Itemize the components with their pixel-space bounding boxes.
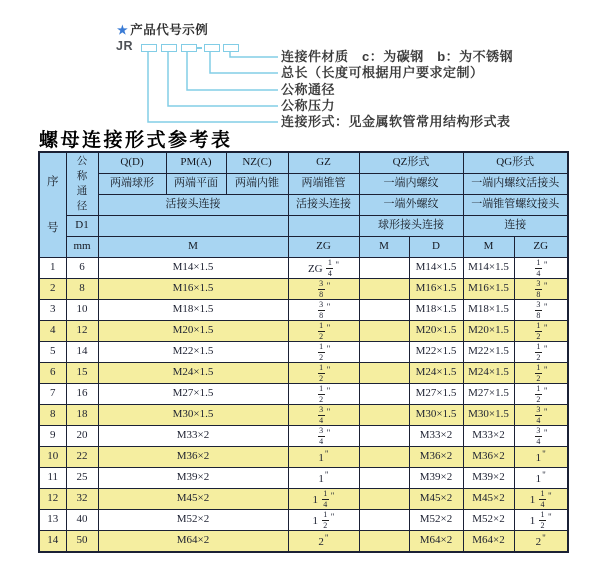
seq-cell: 11 <box>39 468 66 489</box>
qz-m-cell <box>359 447 409 468</box>
qg-m-cell: M45×2 <box>463 489 514 510</box>
table-row <box>39 258 568 279</box>
table-row <box>39 405 568 426</box>
header-row-1 <box>39 152 568 174</box>
dn-cell: 16 <box>66 384 98 405</box>
table-row <box>39 300 568 321</box>
qz-d-cell: M52×2 <box>409 510 463 531</box>
qz-d-cell: M16×1.5 <box>409 279 463 300</box>
gz-joint-connection-label: 活接头连接 <box>288 195 359 216</box>
qz-m-cell <box>359 342 409 363</box>
m-cell: M18×1.5 <box>98 300 288 321</box>
qz-d-cell: M45×2 <box>409 489 463 510</box>
table-title: 螺母连接形式参考表 <box>39 129 233 151</box>
qz-d-cell: M27×1.5 <box>409 384 463 405</box>
seq-cell: 14 <box>39 531 66 553</box>
dn-cell: 14 <box>66 342 98 363</box>
zg-cell: $\frac{1}{2}$ " <box>288 342 359 363</box>
qg-zg-cell: 1 $\frac{1}{2}$ " <box>514 510 568 531</box>
code-slot-box-3 <box>181 44 197 52</box>
dn-cell: 20 <box>66 426 98 447</box>
seq-cell: 1 <box>39 258 66 279</box>
table-row <box>39 363 568 384</box>
empty-cell <box>288 216 359 237</box>
col-header-qz: QZ形式 <box>359 152 463 174</box>
qg-m-cell: M33×2 <box>463 426 514 447</box>
qz-m-cell <box>359 489 409 510</box>
table-row <box>39 510 568 531</box>
seq-cell: 8 <box>39 405 66 426</box>
seq-cell: 5 <box>39 342 66 363</box>
qz-d-cell: M14×1.5 <box>409 258 463 279</box>
qg-m-cell: M52×2 <box>463 510 514 531</box>
dn-cell: 25 <box>66 468 98 489</box>
table-row <box>39 468 568 489</box>
zg-cell: 1" <box>288 468 359 489</box>
reference-table <box>38 151 569 553</box>
qg-m-cell: M24×1.5 <box>463 363 514 384</box>
d1-label: D1 <box>66 216 98 237</box>
dn-cell: 50 <box>66 531 98 553</box>
qg-zg-cell: $\frac{1}{2}$ " <box>514 384 568 405</box>
qg-m-col-label: M <box>463 237 514 258</box>
star-icon: ★ <box>117 23 129 37</box>
col-header-pm: PM(A) <box>166 152 226 174</box>
qg-zg-cell: $\frac{1}{4}$ " <box>514 258 568 279</box>
table-row <box>39 321 568 342</box>
dn-cell: 40 <box>66 510 98 531</box>
qg-m-cell: M14×1.5 <box>463 258 514 279</box>
qz-desc-top: 一端内螺纹 <box>359 174 463 195</box>
qz-m-cell <box>359 405 409 426</box>
zg-cell: $\frac{1}{2}$ " <box>288 363 359 384</box>
seq-cell: 7 <box>39 384 66 405</box>
m-cell: M33×2 <box>98 426 288 447</box>
m-cell: M24×1.5 <box>98 363 288 384</box>
qz-m-cell <box>359 300 409 321</box>
pm-desc: 两端平面 <box>166 174 226 195</box>
qz-connection-label: 球形接头连接 <box>359 216 463 237</box>
seq-cell: 10 <box>39 447 66 468</box>
diagram-title-text: 产品代号示例 <box>130 23 209 37</box>
zg-cell: 1 $\frac{1}{2}$ " <box>288 510 359 531</box>
seq-cell: 6 <box>39 363 66 384</box>
table-header <box>39 152 568 258</box>
qg-m-cell: M16×1.5 <box>463 279 514 300</box>
seq-cell: 12 <box>39 489 66 510</box>
col-header-nz: NZ(C) <box>226 152 288 174</box>
table-row <box>39 489 568 510</box>
qg-m-cell: M39×2 <box>463 468 514 489</box>
qg-m-cell: M20×1.5 <box>463 321 514 342</box>
q-desc: 两端球形 <box>98 174 166 195</box>
code-slot-box-2 <box>161 44 177 52</box>
col-header-dn: 公称通径 <box>66 152 98 216</box>
seq-cell: 4 <box>39 321 66 342</box>
qz-d-cell: M18×1.5 <box>409 300 463 321</box>
callout-label-length: 总长（长度可根据用户要求定制） <box>281 65 484 80</box>
qg-zg-cell: 1" <box>514 468 568 489</box>
qg-m-cell: M30×1.5 <box>463 405 514 426</box>
qg-m-cell: M18×1.5 <box>463 300 514 321</box>
qg-m-cell: M22×1.5 <box>463 342 514 363</box>
code-slot-box-4 <box>204 44 220 52</box>
m-cell: M64×2 <box>98 531 288 553</box>
zg-cell: 1" <box>288 447 359 468</box>
m-cell: M22×1.5 <box>98 342 288 363</box>
qz-d-cell: M20×1.5 <box>409 321 463 342</box>
dn-cell: 6 <box>66 258 98 279</box>
seq-cell: 2 <box>39 279 66 300</box>
seq-cell: 9 <box>39 426 66 447</box>
qz-m-cell <box>359 384 409 405</box>
code-slot-box-5 <box>223 44 239 52</box>
qz-m-cell <box>359 468 409 489</box>
joint-connection-label: 活接头连接 <box>98 195 288 216</box>
qg-zg-cell: $\frac{3}{8}$ " <box>514 279 568 300</box>
header-row-3 <box>39 195 568 216</box>
qz-m-cell <box>359 363 409 384</box>
col-header-seq: 序号 <box>39 152 66 258</box>
zg-cell: $\frac{3}{8}$ " <box>288 300 359 321</box>
qz-m-cell <box>359 279 409 300</box>
m-cell: M39×2 <box>98 468 288 489</box>
qg-m-cell: M36×2 <box>463 447 514 468</box>
qz-desc-mid: 一端外螺纹 <box>359 195 463 216</box>
qz-d-cell: M22×1.5 <box>409 342 463 363</box>
product-code-prefix: JR <box>116 39 133 53</box>
qg-connection-label: 连接 <box>463 216 568 237</box>
callout-label-diameter: 公称通径 <box>281 82 336 97</box>
zg-cell: ZG $\frac{1}{4}$ " <box>288 258 359 279</box>
qg-zg-cell: $\frac{3}{4}$ " <box>514 426 568 447</box>
callout-label-connection: 连接形式：见金属软管常用结构形式表 <box>281 114 511 129</box>
table-body <box>39 258 568 553</box>
qg-m-cell: M27×1.5 <box>463 384 514 405</box>
qz-m-cell <box>359 510 409 531</box>
zg-cell: $\frac{1}{2}$ " <box>288 321 359 342</box>
dn-cell: 12 <box>66 321 98 342</box>
col-header-q: Q(D) <box>98 152 166 174</box>
callout-label-material: 连接件材质 c：为碳钢 b：为不锈钢 <box>281 49 514 64</box>
table-row <box>39 279 568 300</box>
empty-cell <box>98 216 288 237</box>
unit-label: mm <box>66 237 98 258</box>
col-header-qg: QG形式 <box>463 152 568 174</box>
diagram-title <box>117 20 208 38</box>
m-cell: M27×1.5 <box>98 384 288 405</box>
zg-cell: $\frac{3}{4}$ " <box>288 426 359 447</box>
header-row-2 <box>39 174 568 195</box>
qg-zg-col-label: ZG <box>514 237 568 258</box>
m-cell: M36×2 <box>98 447 288 468</box>
qg-zg-cell: $\frac{1}{2}$ " <box>514 321 568 342</box>
qz-d-col-label: D <box>409 237 463 258</box>
qz-m-cell <box>359 258 409 279</box>
zg-cell: 1 $\frac{1}{4}$ " <box>288 489 359 510</box>
qg-zg-cell: 2" <box>514 531 568 553</box>
dn-cell: 15 <box>66 363 98 384</box>
table-row <box>39 342 568 363</box>
qz-d-cell: M36×2 <box>409 447 463 468</box>
zg-cell: $\frac{3}{4}$ " <box>288 405 359 426</box>
qz-d-cell: M24×1.5 <box>409 363 463 384</box>
qz-m-col-label: M <box>359 237 409 258</box>
qg-desc-top: 一端内螺纹活接头 <box>463 174 568 195</box>
dn-cell: 10 <box>66 300 98 321</box>
col-header-gz: GZ <box>288 152 359 174</box>
qz-m-cell <box>359 531 409 553</box>
code-slot-box-1 <box>141 44 157 52</box>
zg-cell: $\frac{3}{8}$ " <box>288 279 359 300</box>
qg-m-cell: M64×2 <box>463 531 514 553</box>
qg-desc-mid: 一端锥管螺纹接头 <box>463 195 568 216</box>
dn-cell: 22 <box>66 447 98 468</box>
qz-m-cell <box>359 321 409 342</box>
qz-d-cell: M39×2 <box>409 468 463 489</box>
m-cell: M45×2 <box>98 489 288 510</box>
header-row-4 <box>39 216 568 237</box>
qg-zg-cell: $\frac{3}{8}$ " <box>514 300 568 321</box>
seq-cell: 3 <box>39 300 66 321</box>
qz-d-cell: M64×2 <box>409 531 463 553</box>
m-col-label: M <box>98 237 288 258</box>
zg-cell: 2" <box>288 531 359 553</box>
qz-d-cell: M33×2 <box>409 426 463 447</box>
nz-desc: 两端内锥 <box>226 174 288 195</box>
m-cell: M20×1.5 <box>98 321 288 342</box>
header-row-5 <box>39 237 568 258</box>
qg-zg-cell: $\frac{1}{2}$ " <box>514 363 568 384</box>
qz-m-cell <box>359 426 409 447</box>
m-cell: M14×1.5 <box>98 258 288 279</box>
qg-zg-cell: $\frac{3}{4}$ " <box>514 405 568 426</box>
dn-cell: 18 <box>66 405 98 426</box>
dn-cell: 8 <box>66 279 98 300</box>
table-row <box>39 426 568 447</box>
qg-zg-cell: 1 $\frac{1}{4}$ " <box>514 489 568 510</box>
callout-label-pressure: 公称压力 <box>281 98 336 113</box>
code-dash <box>196 47 202 49</box>
m-cell: M30×1.5 <box>98 405 288 426</box>
m-cell: M52×2 <box>98 510 288 531</box>
dn-cell: 32 <box>66 489 98 510</box>
m-cell: M16×1.5 <box>98 279 288 300</box>
qg-zg-cell: $\frac{1}{2}$ " <box>514 342 568 363</box>
seq-cell: 13 <box>39 510 66 531</box>
zg-cell: $\frac{1}{2}$ " <box>288 384 359 405</box>
qg-zg-cell: 1" <box>514 447 568 468</box>
qz-d-cell: M30×1.5 <box>409 405 463 426</box>
table-row <box>39 384 568 405</box>
zg-col-label: ZG <box>288 237 359 258</box>
gz-desc: 两端锥管 <box>288 174 359 195</box>
table-row <box>39 447 568 468</box>
table-row <box>39 531 568 553</box>
